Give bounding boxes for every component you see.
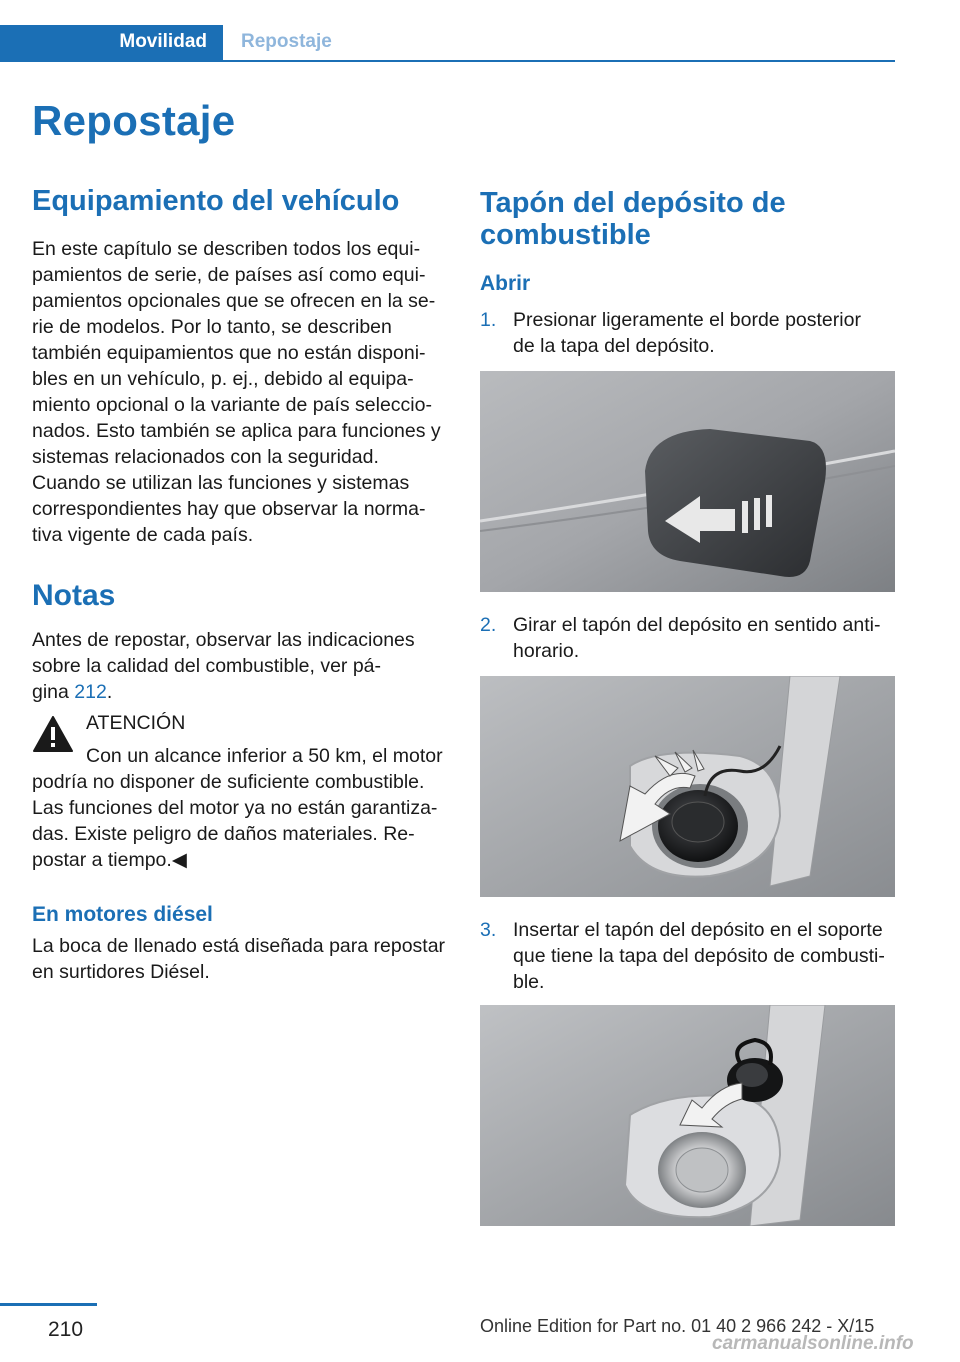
warning-heading: ATENCIÓN [86,712,186,734]
warning-text: Con un alcance inferior a 50 km, el motor podría no disponer de suficiente combustible. Las funciones del motor ya no están garantiza‐ das. Existe peligro de daños materiales. Re‐ postar a tiempo.◀ [32,745,443,871]
page-title: Repostaje [32,97,236,144]
page-number: 210 [48,1318,84,1341]
tab-movilidad-label: Movilidad [119,31,207,52]
section-diesel-text: La boca de llenado está diseñada para repostar en surtidores Diésel. [32,935,446,983]
section-tapon-title: Tapón del depósito de combustible [480,187,786,251]
footer-rule [0,1303,97,1306]
step-2-text: Girar el tapón del depósito en sentido anti‐ horario. [513,614,881,662]
photo-fuel-flap-press [480,371,895,592]
photo-fuel-cap-holder [480,1005,895,1226]
section-equipamiento-title: Equipamiento del vehículo [32,185,400,217]
header-rule [0,60,895,62]
section-abrir-title: Abrir [480,272,531,295]
page-212-link[interactable]: 212 [74,681,107,703]
photo-fuel-cap-turn [480,676,895,897]
footer-edition-text: Online Edition for Part no. 01 40 2 966 242 - X/15 [480,1316,875,1336]
tab-repostaje-label: Repostaje [241,31,332,52]
step-3-text: Insertar el tapón del depósito en el soporte que tiene la tapa del depósito de combusti‐ ble. [513,919,885,993]
section-diesel-title: En motores diésel [32,903,213,926]
section-notas-text: Antes de repostar, observar las indicaciones sobre la calidad del combustible, ver pá‐ gina 212. [32,629,415,703]
section-equipamiento-text: En este capítulo se describen todos los equi‐ pamientos de serie, de países así como equi‐ pamientos opcionales que se ofrecen en la se‐ rie de modelos. Por lo tanto, se describen también equipamientos que no están disponi‐ bles en un vehículo, p. ej., debido al equipa‐ miento opcional o la variante de país seleccio‐ nados. Esto también se aplica para funciones y sistemas relacionados con la seguridad. Cuando se utilizan las funciones y sistemas correspondientes hay que observar la norma‐ tiva vigente de cada país. [32,238,441,546]
step-2-number: 2. [480,614,497,636]
step-1-text: Presionar ligeramente el borde posterior de la tapa del depósito. [513,309,861,357]
section-notas-title: Notas [32,579,116,612]
step-1-number: 1. [480,309,497,331]
step-3-number: 3. [480,919,497,941]
tab-repostaje[interactable] [223,25,895,62]
watermark: carmanualsonline.info [712,1333,914,1354]
tab-movilidad[interactable] [0,25,223,62]
